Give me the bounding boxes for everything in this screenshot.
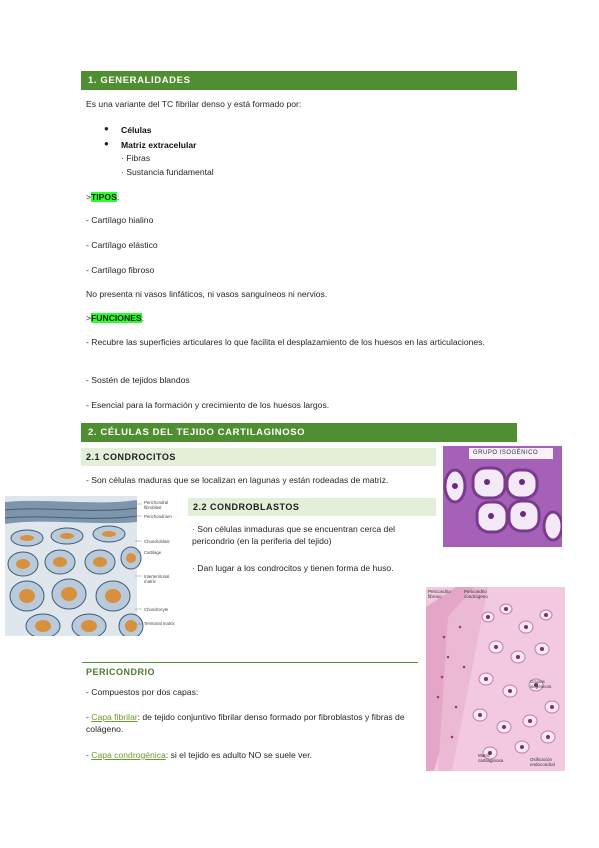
bullet-icon: ● bbox=[104, 124, 109, 133]
capa-fibrilar-dash: - bbox=[86, 712, 92, 722]
pericondrio-title: PERICONDRIO bbox=[86, 667, 156, 677]
condroblastos-text-1: · Son células inmaduras que se encuentran cerca del pericondrio (en la periferia del tejido) bbox=[192, 524, 396, 546]
sub-item-sustancia: · Sustancia fundamental bbox=[121, 167, 214, 177]
label-grupo-isogenico: GRUPO ISOGÉNICO bbox=[473, 450, 539, 456]
bullet-matriz: Matriz extracelular bbox=[121, 140, 197, 150]
label-pericondrio-fibroso: Pericondrio fibroso bbox=[428, 589, 451, 599]
bullet-celulas: Células bbox=[121, 125, 152, 135]
label-osificacion-endocondral: Osificación endocondral bbox=[530, 757, 555, 767]
condrocitos-text: - Son células maduras que se localizan en lagunas y están rodeadas de matriz. bbox=[86, 475, 389, 485]
funciones-colon: : bbox=[141, 313, 145, 323]
funcion-recubre: - Recubre las superficies articulares lo que facilita el desplazamiento de los huesos en las articulaciones. bbox=[86, 337, 485, 347]
label-chondrocyte: Chondrocyte bbox=[144, 607, 169, 612]
cartilage-diagram bbox=[5, 496, 185, 636]
funciones-highlight: FUNCIONES bbox=[91, 313, 142, 323]
capa-condrogenica-text bbox=[86, 749, 421, 761]
pericondrio-divider bbox=[82, 662, 418, 663]
funciones-heading bbox=[86, 312, 144, 324]
intro-text: Es una variante del TC fibrilar denso y está formado por: bbox=[86, 99, 302, 109]
label-territorial-matrix: Territorial matrix bbox=[144, 621, 175, 626]
tipo-fibroso: - Cartílago fibroso bbox=[86, 265, 155, 275]
tipo-hialino: - Cartílago hialino bbox=[86, 215, 154, 225]
sub-item-fibras: · Fibras bbox=[121, 153, 151, 163]
capa-fibrilar-label: Capa fibrilar bbox=[91, 712, 138, 722]
pericondrio-micrograph bbox=[426, 587, 565, 771]
label-pericondrio-condrogeno: Pericondrio condrógeno bbox=[464, 589, 488, 599]
capa-condrogenica-dash: - bbox=[86, 750, 92, 760]
condroblastos-text-2: · Dan lugar a los condrocitos y tienen forma de huso. bbox=[192, 563, 394, 573]
section-2-header: 2. CÉLULAS DEL TEJIDO CARTILAGINOSO bbox=[81, 423, 517, 442]
condroblastos-header: 2.2 CONDROBLASTOS bbox=[188, 498, 436, 516]
tipos-prefix: > bbox=[86, 192, 92, 202]
section-1-header: 1. GENERALIDADES bbox=[81, 71, 517, 90]
bullet-icon: ● bbox=[104, 139, 109, 148]
capa-condrogenica-label: Capa condrogénica bbox=[91, 750, 166, 760]
no-vessels-text: No presenta ni vasos linfáticos, ni vasos sanguíneos ni nervios. bbox=[86, 289, 328, 299]
label-perichondrium: Perichondrium bbox=[144, 514, 172, 519]
capa-condrogenica-description: : si el tejido es adulto NO se suele ver. bbox=[165, 750, 312, 760]
tipos-highlight: TIPOS bbox=[91, 192, 117, 202]
funcion-crecimiento: - Esencial para la formación y crecimiento de los huesos largos. bbox=[86, 400, 330, 410]
capa-fibrilar-description: : de tejido conjuntivo fibrilar denso formado por fibroblastos y fibras de colágeno. bbox=[86, 712, 405, 734]
tipos-heading bbox=[86, 191, 119, 203]
capa-fibrilar-text bbox=[86, 711, 421, 735]
tipos-colon: : bbox=[116, 192, 120, 202]
tipo-elastico: - Cartílago elástico bbox=[86, 240, 158, 250]
label-chondroblast: Chondroblast bbox=[144, 539, 170, 544]
label-perichondral-fibroblast: Perichondral fibroblast bbox=[144, 500, 169, 510]
condrocitos-header: 2.1 CONDROCITOS bbox=[81, 448, 436, 466]
funciones-prefix: > bbox=[86, 313, 92, 323]
label-grupos-isogenicos: Grupos isogénicos bbox=[530, 679, 552, 689]
funcion-sosten: - Sostén de tejidos blandos bbox=[86, 375, 190, 385]
pericondrio-intro: - Compuestos por dos capas: bbox=[86, 687, 199, 697]
label-matriz-cartilaginosa: Matriz cartilaginosa bbox=[478, 753, 504, 763]
label-interterritorial-matrix: Interterritorial matrix bbox=[144, 574, 170, 584]
label-cartilage: Cartilage bbox=[144, 550, 162, 555]
grupo-isogenico-micrograph bbox=[443, 446, 562, 547]
